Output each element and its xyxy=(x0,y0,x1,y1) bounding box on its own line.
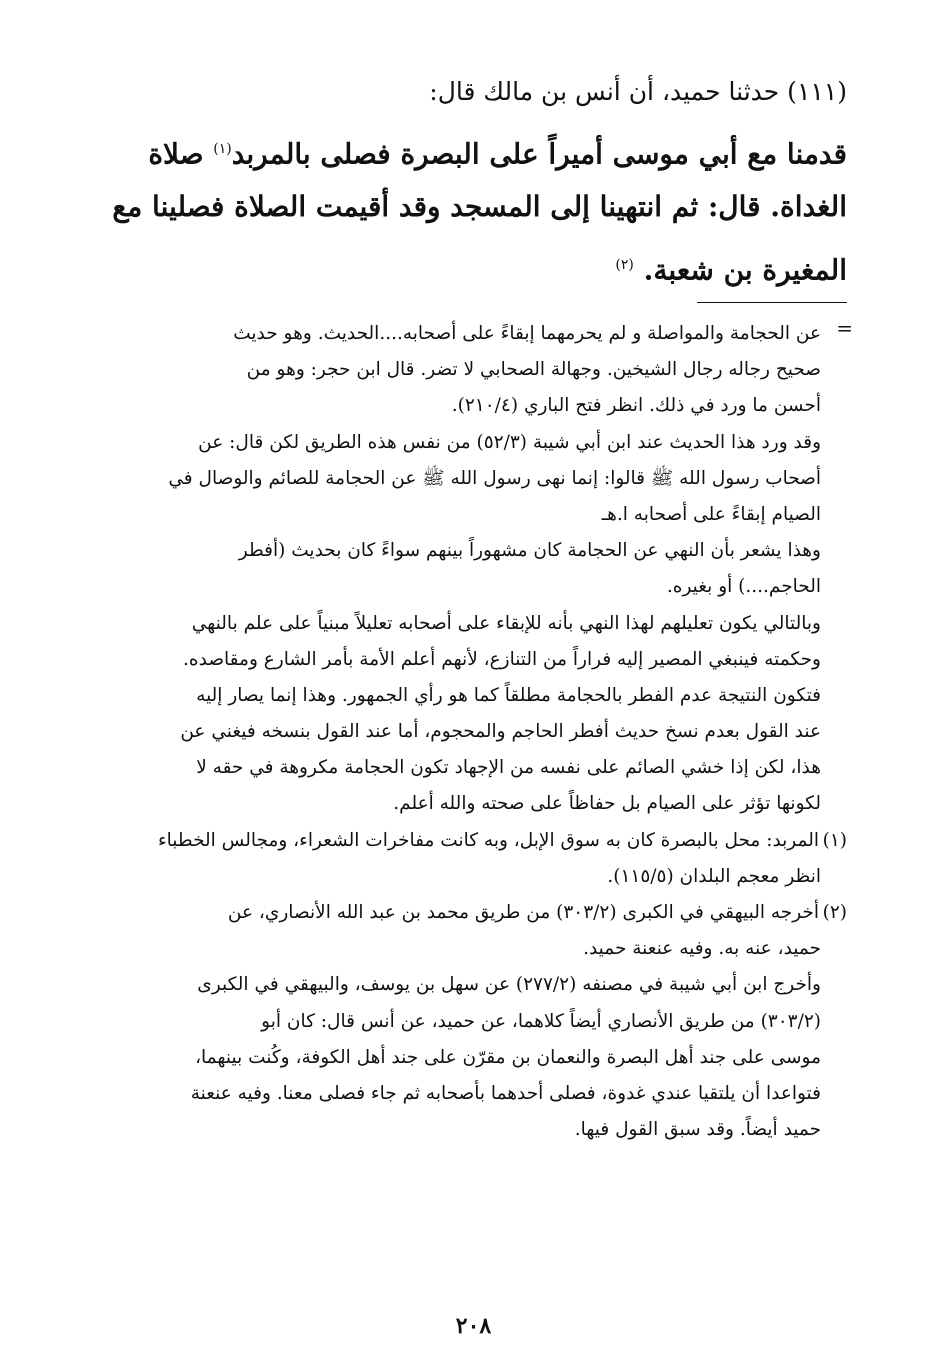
footnote-line: عند القول بعدم نسخ حديث أفطر الحاجم والمحجوم، أما عند القول بنسخه فيغني عن xyxy=(180,721,821,743)
hadith-line xyxy=(102,236,847,294)
footnote-line: لكونها تؤثر على الصيام بل حفاظاً على صحته والله أعلم. xyxy=(393,793,821,815)
footnote-line xyxy=(102,895,847,931)
hadith-text xyxy=(102,120,847,294)
footnote-line: صحيح رجاله رجال الشيخين. وجهالة الصحابي لا تضر. قال ابن حجر: وهو من xyxy=(246,359,821,381)
hadith-intro: (١١١) حدثنا حميد، أن أنس بن مالك قال: xyxy=(429,77,847,106)
continued-footnote xyxy=(102,316,853,823)
hadith-line-text: الغداة. قال: ثم انتهينا إلى المسجد وقد أقيمت الصلاة فصلينا مع xyxy=(112,190,847,223)
footnote-line: وهذا يشعر بأن النهي عن الحجامة كان مشهوراً بينهم سواءً كان بحديث (أفطر xyxy=(238,540,821,562)
footnote-text: المربد: محل بالبصرة كان به سوق الإبل، وبه كانت مفاخرات الشعراء، ومجالس الخطباء xyxy=(157,829,819,851)
footnote-line: هذا، لكن إذا خشي الصائم على نفسه من الإجهاد تكون الحجامة مكروهة في حقه لا xyxy=(196,757,821,779)
footnote-ref[interactable]: (١) xyxy=(213,141,232,157)
hadith-line-tail: صلاة xyxy=(148,137,214,171)
hadith-block xyxy=(102,72,847,294)
hadith-line-text: المغيرة بن شعبة. xyxy=(643,253,847,287)
footnote-separator xyxy=(697,302,847,303)
footnote-number: (٢) xyxy=(822,902,847,923)
footnote-number: (١) xyxy=(822,829,847,851)
hadith-line-text: قدمنا مع أبي موسى أميراً على البصرة فصلى بالمربد xyxy=(231,137,847,171)
footnote-line: وحكمته فينبغي المصير إليه فراراً من التنازع، لأنهم أعلم الأمة بأمر الشارع ومقاصده. xyxy=(183,648,821,670)
footnote-line: الصيام إبقاءً على أصحابه ا.هـ xyxy=(601,503,821,525)
footnote-line: أحسن ما ورد في ذلك. انظر فتح الباري (٢١٠/٤). xyxy=(451,395,821,417)
footnote-line: حميد، عنه به. وفيه عنعنة حميد. xyxy=(583,938,821,960)
footnote-2 xyxy=(102,895,847,1148)
footnote-line: موسى على جند أهل البصرة والنعمان بن مقرّن على جند أهل الكوفة، وكُنت بينهما، xyxy=(195,1046,821,1068)
footnote-text: أخرجه البيهقي في الكبرى (٣٠٣/٢) من طريق محمد بن عبد الله الأنصاري، عن xyxy=(227,902,819,923)
footnote-line: وقد ورد هذا الحديث عند ابن أبي شيبة (٥٢/٣) من نفس هذه الطريق لكن قال: عن xyxy=(198,431,821,453)
footnote-line: فتكون النتيجة عدم الفطر بالحجامة مطلقاً كما هو رأي الجمهور. وهذا إنما يصار إليه xyxy=(196,684,821,706)
footnote-line: (٣٠٣/٢) من طريق الأنصاري أيضاً كلاهما، عن حميد، عن أنس قال: كان أبو xyxy=(261,1010,821,1032)
footnote-line: الحاجم....) أو بغيره. xyxy=(666,576,821,598)
footnote-1 xyxy=(102,823,847,895)
footnote-line: فتواعدا أن يلتقيا عندي غدوة، فصلى أحدهما بأصحابه ثم جاء فصلى معنا. وفيه عنعنة xyxy=(190,1082,821,1104)
footnote-ref[interactable]: (٢) xyxy=(615,257,634,273)
continuation-mark: = xyxy=(836,316,853,340)
footnote-line xyxy=(102,823,847,859)
hadith-line xyxy=(102,120,847,178)
footnotes-area xyxy=(102,316,853,1148)
page-number: ٢٠٨ xyxy=(455,1313,492,1339)
footnote-line: عن الحجامة والمواصلة و لم يحرمهما إبقاءً على أصحابه....الحديث. وهو حديث xyxy=(233,323,821,344)
footnote-line: أصحاب رسول الله ﷺ قالوا: إنما نهى رسول الله ﷺ عن الحجامة للصائم والوصال في xyxy=(168,467,821,489)
footnote-line: وأخرج ابن أبي شيبة في مصنفه (٢٧٧/٢) عن سهل بن يوسف، والبيهقي في الكبرى xyxy=(197,974,821,996)
footnote-line: انظر معجم البلدان (١١٥/٥). xyxy=(607,865,821,887)
footnote-line: وبالتالي يكون تعليلهم لهذا النهي بأنه للإبقاء على أصحابه تعليلاً مبنياً على علم بالنهي xyxy=(191,612,821,634)
hadith-line xyxy=(102,178,847,236)
footnote-line: حميد أيضاً. وقد سبق القول فيها. xyxy=(574,1119,821,1141)
